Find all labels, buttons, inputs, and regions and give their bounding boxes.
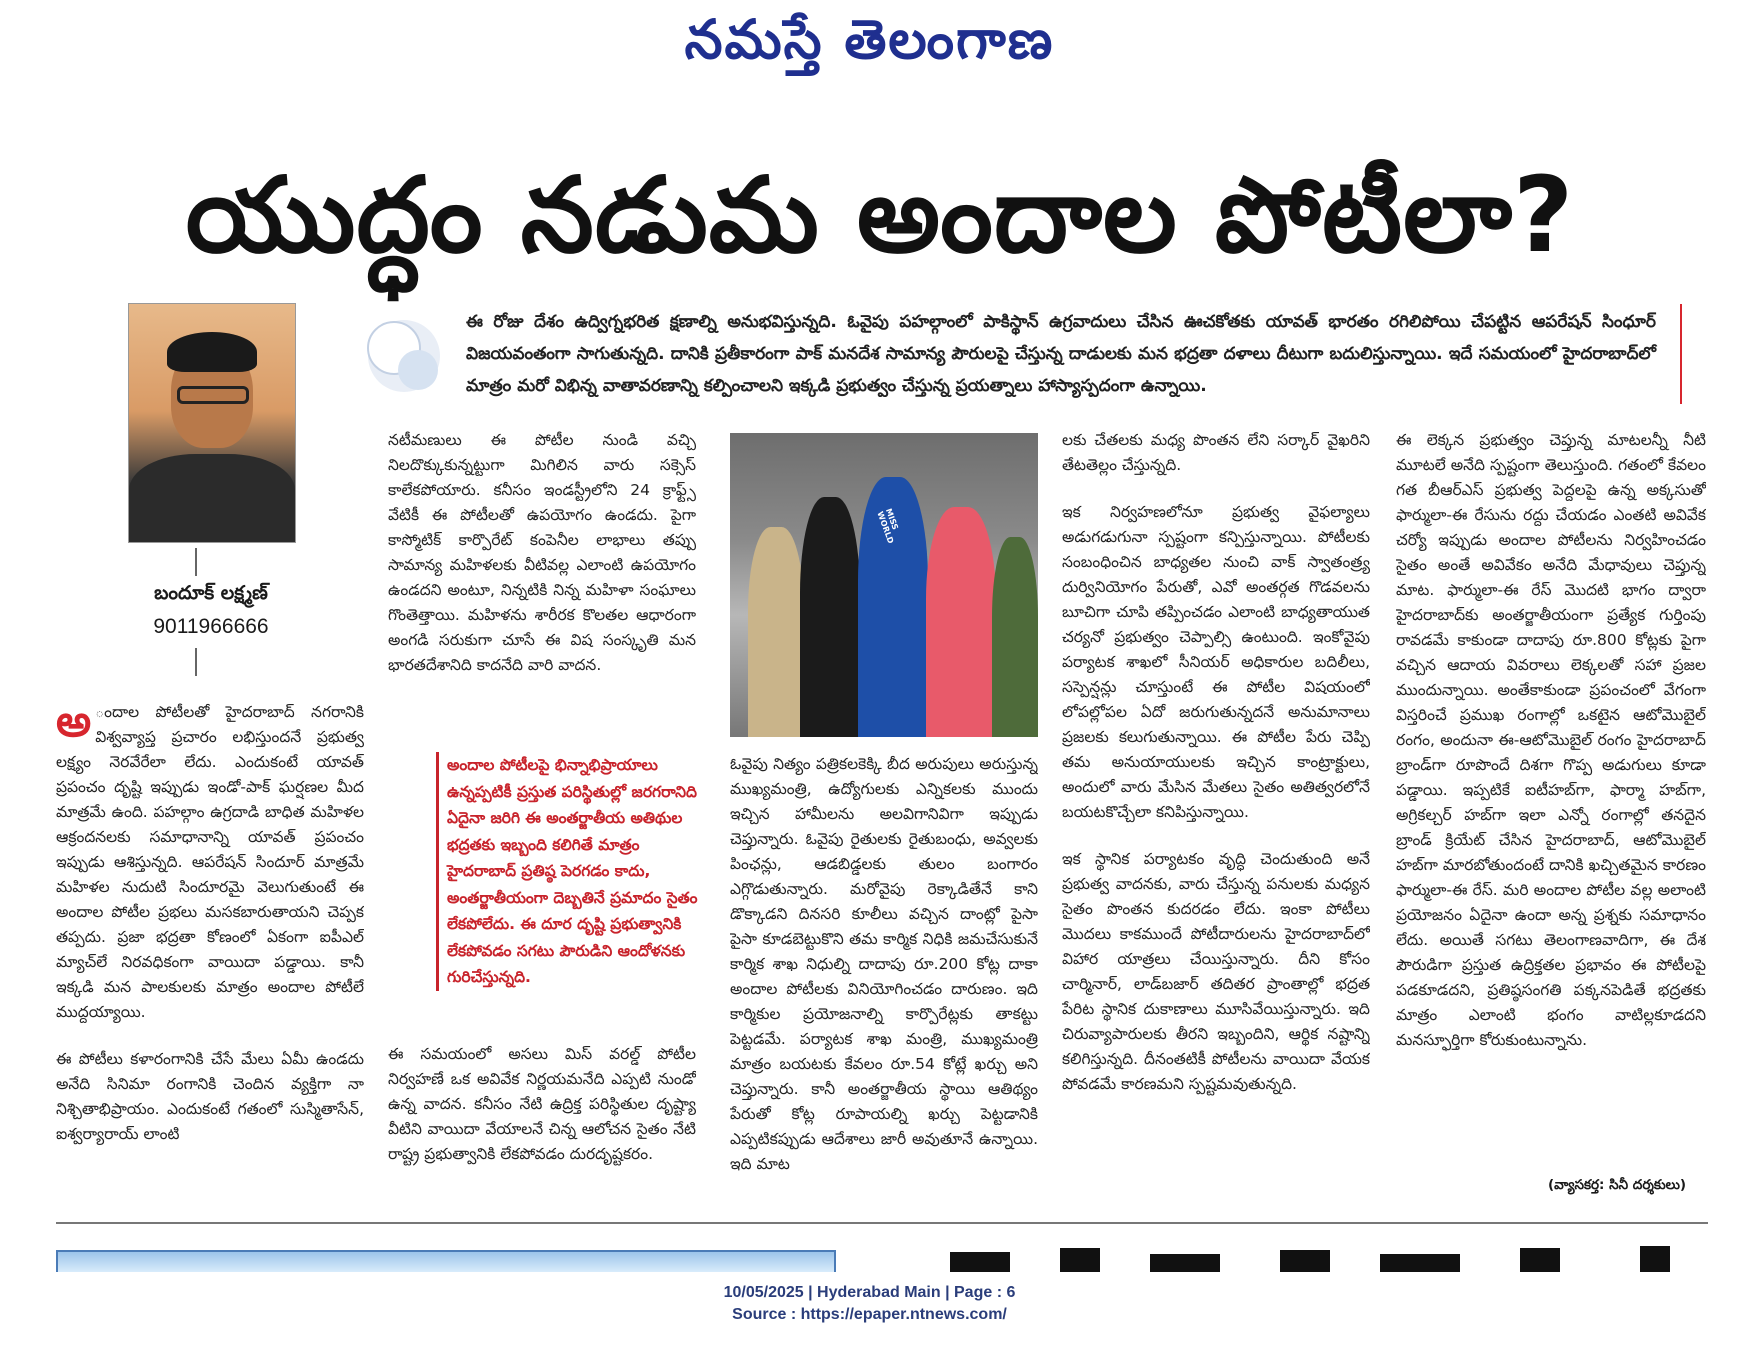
divider [195, 648, 197, 676]
paragraph: ఇక నిర్వహణలోనూ ప్రభుత్వ వైఫల్యాలు అడుగడుగునా స్పష్టంగా కన్పిస్తున్నాయి. పోటీలకు సంబంధించిన బాధ్యతల నుంచి వాక్ స్వాతంత్ర్య దుర్వినియోగం పేరుతో, ఎవో అంతర్గత గొడవలను బూచిగా చూపి తప్పించడం ఎలాంటి బాధ్యతాయుత చర్యనో ప్రభుత్వం చెప్పాల్సి ఉంటుంది. ఇంకోవైపు పర్యాటక శాఖలో సీనియర్ అధికారుల బదిలీలు, సస్పెన్షన్లు చూస్తుంటే ఈ పోటీల విషయంలో లోపల్లోపల ఏదో జరుగుతున్నదనే అనుమానాలు ప్రజలకు కలుగుతున్నాయి. ఈ పోటీల పేరు చెప్పి తమ అనుయాయులకు ఇచ్చిన కాంట్రాక్టులు, అందులో వారు మేసిన మేతలు సైతం అతిత్వరలోనే బయటకొచ్చేలా కనిపిస్తున్నాయి. [1062, 503, 1370, 821]
photo-sash-text: MISS WORLD [875, 507, 900, 545]
intro-accent-bar [1680, 304, 1682, 404]
divider [195, 548, 197, 576]
paragraph: ఓవైపు నిత్యం పత్రికలకెక్కి బీద అరుపులు అరుస్తున్న ముఖ్యమంత్రి, ఉద్యోగులకు ఎన్నికలకు ముందు ఇచ్చిన హామీలను అలవిగానివిగా ఇప్పుడు చెప్తున్నారు. ఓవైపు రైతులకు రైతుబంధు, అవ్వలకు పింఛన్లు, ఆడబిడ్డలకు తులం బంగారం ఎగ్గొడుతున్నారు. మరోవైపు రెక్కాడితేనే కాని డొక్కాడని దినసరి కూలీలు వచ్చిన దాంట్లో పైసా పైసా కూడబెట్టుకొని తమ కార్మిక నిధికి జమచేసుకునే కార్మిక శాఖ నిధుల్ని దాదాపు రూ.200 కోట్ల దాకా అందాల పోటీలకు వినియోగించడం దారుణం. ఇది కార్మికుల ప్రయోజనాల్ని కార్పొరేట్లకు తాకట్టు పెట్టడమే. పర్యాటక శాఖ మంత్రి, ముఖ్యమంత్రి మాత్రం బయటకు కేవలం రూ.54 కోట్లే ఖర్చు అని చెప్తున్నారు. కానీ అంతర్జాతీయ స్థాయి ఆతిథ్యం పేరుతో కోట్ల రూపాయల్ని ఖర్చు పెట్టడానికి ఎప్పటికప్పుడు ఆదేశాలు జారీ అవుతూనే ఉన్నాయి. ఇది మాట [730, 755, 1038, 1173]
author-photo [128, 303, 296, 543]
next-article-image [56, 1250, 836, 1272]
footer-source-link[interactable]: Source : https://epaper.ntnews.com/ [732, 1306, 1007, 1323]
paragraph: నటీమణులు ఈ పోటీల నుండి వచ్చి నిలదొక్కుకున్నట్టుగా మిగిలిన వారు సక్సెస్ కాలేకపోయారు. కనీసం ఇండస్ట్రీలోని 24 క్రాఫ్ట్స్ వేటికీ ఈ పోటీలతో ఉపయోగం ఉండదు. పైగా కాస్మోటిక్ కార్పొరేట్ కంపెనీల లాభాలు తప్పు సామాన్య మహిళలకు వీటివల్ల ఎలాంటి ఉపయోగం ఉండదని అంటూ, నిన్నటికి నిన్న మహిళా సంఘాలు గొంతెత్తాయి. మహిళను శారీరక కొలతల ఆధారంగా అంగడి సరుకుగా చూసే ఈ విష సంస్కృతి మన భారతదేశానిది కాదనేది వారి వాదన. [388, 431, 696, 674]
section-rule [56, 1222, 1708, 1224]
headline: యుద్ధం నడుమ అందాల పోటీలా? [185, 154, 1575, 276]
author-phone: 9011966666 [153, 615, 269, 638]
intro-paragraph: ఈ రోజు దేశం ఉద్విగ్నభరిత క్షణాల్ని అనుభవిస్తున్నది. ఓవైపు పహల్గాంలో పాకిస్థాన్ ఉగ్రవాదులు చేసిన ఊచకోతకు యావత్ భారతం రగిలిపోయి చేపట్టిన ఆపరేషన్ సింధూర్ విజయవంతంగా సాగుతున్నది. దానికి ప్రతీకారంగా పాక్ మనదేశ సామాన్య పౌరులపై చేస్తున్న దాడులకు మన భద్రతా దళాలు దీటుగా బదులిస్తున్నాయి. ఇదే సమయంలో హైదరాబాద్‌లో మాత్రం మరో విభిన్న వాతావరణాన్ని కల్పించాలని ఇక్కడి ప్రభుత్వం చేస్తున్న ప్రయత్నాలు హాస్యాస్పదంగా ఉన్నాయి. [466, 312, 1656, 396]
article-column-5 [1396, 428, 1706, 1170]
masthead-logo: నమస్తే తెలంగాణ [684, 8, 1055, 71]
article-column-3 [730, 752, 1038, 1202]
article-column-2-continued [388, 1042, 696, 1202]
paragraph: లకు చేతలకు మధ్య పొంతన లేని సర్కార్ వైఖరిని తేటతెల్లం చేస్తున్నది. [1062, 431, 1370, 474]
news-photo [730, 433, 1038, 737]
paragraph: ఇక స్థానిక పర్యాటకం వృద్ధి చెందుతుంది అనే ప్రభుత్వ వాదనకు, వారు చేస్తున్న పనులకు మధ్యన సైతం పొంతన కుదరడం లేదు. ఇంకా పోటీలు మొదలు కాకముందే పోటీదారులను హైదరాబాద్‌లో విహార యాత్రలు చేయిస్తున్నారు. దీని కోసం చార్మినార్, లాడ్‌బజార్ తదితర ప్రాంతాల్లో భద్రత పేరిట స్థానిక దుకాణాలు మూసివేయిస్తున్నారు. ఇది చిరువ్యాపారులకు తీరని ఇబ్బందిని, ఆర్థిక నష్టాన్ని కలిగిస్తున్నది. దీనంతటికీ పోటీలను వాయిదా వేయక పోవడమే కారణమని స్పష్టమవుతున్నది. [1062, 850, 1370, 1093]
decorative-circles-icon [360, 312, 450, 402]
paragraph: ఈ లెక్కన ప్రభుత్వం చెప్తున్న మాటలన్నీ నీటి మూటలే అనేది స్పష్టంగా తెలుస్తుంది. గతంలో కేవలం గత బీఆర్‌ఎస్ ప్రభుత్వ పెద్దలపై ఉన్న అక్కసుతో ఫార్ములా-ఈ రేసును రద్దు చేయడం ఎంతటి అవివేక చర్యో ఇప్పుడు అందాల పోటీలను నిర్వహించడం సైతం అంతే అవివేకం అనేది మేధావులు చెప్తున్న మాట. ఫార్ములా-ఈ రేస్ మొదటి భాగం ద్వారా హైదరాబాద్‌కు అంతర్జాతీయంగా ప్రత్యేక గుర్తింపు రావడమే కాకుండా దాదాపు రూ.800 కోట్లకు పైగా వచ్చిన ఆదాయ వివరాలు లెక్కలతో సహా ప్రజల ముందున్నాయి. అంతేకాకుండా ప్రపంచంలో వేగంగా విస్తరించే ప్రముఖ రంగాల్లో ఒకటైన ఆటోమొబైల్ రంగం, అందునా ఈ-ఆటోమొబైల్ రంగం హైదరాబాద్ బ్రాండ్‌గా రూపొందే దిశగా గొప్ప అడుగులు కూడా పడ్డాయి. ఇప్పటికే ఐటీహబ్‌గా, ఫార్మా హబ్‌గా, అగ్రికల్చర్ హబ్‌గా ఇలా ఎన్నో రంగాల్లో తనదైన బ్రాండ్ క్రియేట్ చేసిన హైదరాబాద్, ఆటోమొబైల్ హబ్‌గా మారబోతుందంటే దానికి ఖచ్చితమైన కారణం ఫార్ములా-ఈ రేస్. మరి అందాల పోటీల వల్ల అలాంటి ప్రయోజనం ఏదైనా ఉందా అన్న ప్రశ్నకు సమాధానం లేదు. అయితే సగటు తెలంగాణవాదిగా, ఈ దేశ పౌరుడిగా ప్రస్తుత ఉద్రిక్తతల ప్రభావం ఈ పోటీలపై పడకూడదని, ప్రతిష్ఠసంగతి పక్కనపెడితే భద్రతకు మాత్రం ఎలాంటి భంగం వాటిల్లకూడదని మనస్ఫూర్తిగా కోరుకుంటున్నాను. [1396, 431, 1706, 1049]
next-article-headline-fragment [940, 1244, 1710, 1272]
author-name: బందూక్ లక్ష్మణ్ [154, 582, 268, 604]
drop-cap: అ [56, 700, 92, 747]
paragraph: ందాల పోటీలతో హైదరాబాద్ నగరానికి విశ్వవ్యాప్త ప్రచారం లభిస్తుందనే ప్రభుత్వ లక్ష్యం నెరవేరేలా లేదు. ఎందుకంటే యావత్ ప్రపంచం దృష్టి ఇప్పుడు ఇండో-పాక్ ఘర్షణల మీద మాత్రమే ఉంది. పహల్గాం ఉగ్రదాడి బాధిత మహిళల ఆక్రందనలకు సమాధానాన్ని యావత్ ప్రపంచం ఇప్పుడు ఆశిస్తున్నది. ఆపరేషన్ సిందూర్ మాత్రమే మహిళల నుదుటి సిందూరమై వెలుగుతుంటే ఈ అందాల పోటీల ప్రభలు మసకబారుతాయని చెప్పక తప్పదు. ప్రజా భద్రతా కోణంలో ఏకంగా ఐపీఎల్ మ్యాచ్‌లే నిరవధికంగా వాయిదా పడ్డాయి. కానీ ఇక్కడి మన పాలకులకు మాత్రం అందాల పోటీలే ముద్దయ్యాయి. [56, 703, 364, 1021]
pull-quote: అందాల పోటీలపై భిన్నాభిప్రాయాలు ఉన్నప్పటికీ ప్రస్తుత పరిస్థితుల్లో జరగరానిది ఏదైనా జరిగి ఈ అంతర్జాతీయ అతిథుల భద్రతకు ఇబ్బంది కలిగితే మాత్రం హైదరాబాద్ ప్రతిష్ఠ పెరగడం కాదు, అంతర్జాతీయంగా దెబ్బతినే ప్రమాదం సైతం లేకపోలేదు. ఈ దూర దృష్టి ప్రభుత్వానికి లేకపోవడం సగటు పౌరుడిని ఆందోళనకు గురిచేస్తున్నది. [436, 752, 705, 991]
paragraph: ఈ సమయంలో అసలు మిస్ వరల్డ్ పోటీల నిర్వహణే ఒక అవివేక నిర్ణయమనేది ఎప్పటి నుండో ఉన్న వాదన. కనీసం నేటి ఉద్రిక్త పరిస్థితుల దృష్ట్యా వీటిని వాయిదా వేయాలనే చిన్న ఆలోచన సైతం నేటి రాష్ట్ర ప్రభుత్వానికి లేకపోవడం దురదృష్టకరం. [388, 1045, 696, 1163]
footer-date-page: 10/05/2025 | Hyderabad Main | Page : 6 [723, 1284, 1016, 1301]
paragraph: ఈ పోటీలు కళారంగానికి చేసే మేలు ఏమీ ఉండదు అనేది సినిమా రంగానికి చెందిన వ్యక్తిగా నా నిశ్చితాభిప్రాయం. ఎందుకంటే గతంలో సుస్మితాసేన్, ఐశ్వర్యారాయ్ లాంటి [56, 1050, 364, 1143]
article-column-4 [1062, 428, 1370, 1202]
byline: (వ్యాసకర్త: సినీ దర్శకులు) [1548, 1177, 1687, 1193]
article-column-1 [56, 700, 364, 1200]
article-column-2 [388, 428, 696, 728]
